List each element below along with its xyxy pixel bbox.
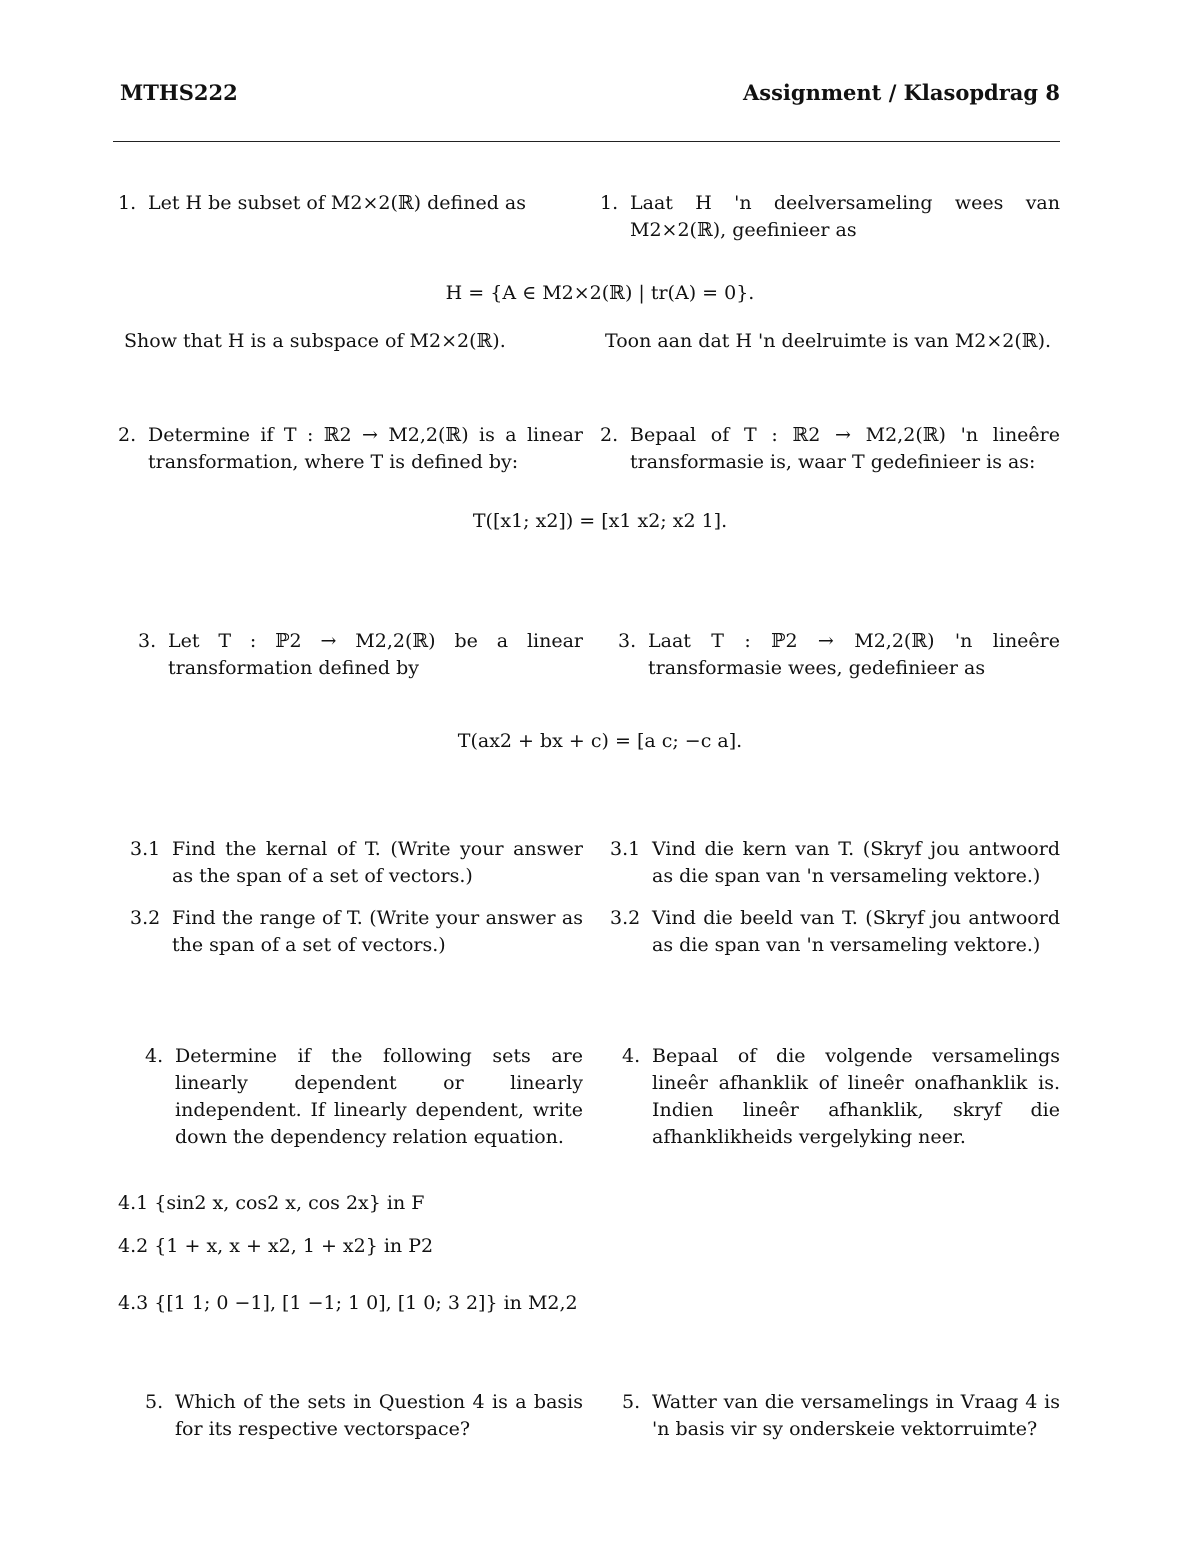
q5-af-text: Watter van die versamelings in Vraag 4 is 'n basis vir sy onderskeie vektorruimte?	[652, 1391, 1060, 1440]
q1-af-task: Toon aan dat H 'n deelruimte is van M2×2(ℝ).	[605, 330, 1052, 352]
q1-af-intro: Laat H 'n deelversameling wees van M2×2(ℝ), geefinieer as	[630, 192, 1060, 241]
q4-item-3	[118, 1290, 578, 1317]
q5-afrikaans	[622, 1389, 1060, 1443]
header-divider	[113, 141, 1060, 142]
q3-1-af: Vind die kern van T. (Skryf jou antwoord as die span van 'n versameling vektore.)	[652, 838, 1060, 887]
q1-equation: H = {A ∈ M2×2(ℝ) | tr(A) = 0}.	[445, 282, 755, 304]
q3-2-afrikaans	[610, 905, 1060, 959]
q4-2-set: {1 + x, x + x2, 1 + x2}	[154, 1235, 378, 1257]
q4-item-1	[118, 1190, 424, 1217]
q4-number: 4.	[145, 1045, 164, 1067]
q4-1-number: 4.1	[118, 1192, 149, 1214]
q4-afrikaans	[622, 1043, 1060, 1151]
q1-number-af: 1.	[600, 192, 619, 214]
q5-number: 5.	[145, 1391, 164, 1413]
q5-english	[145, 1389, 583, 1443]
q3-1-number-af: 3.1	[610, 838, 641, 860]
q3-number-af: 3.	[618, 630, 637, 652]
q1-afrikaans	[600, 190, 1060, 244]
q4-3-space: in M2,2	[503, 1292, 578, 1314]
q3-2-number-af: 3.2	[610, 907, 641, 929]
q2-equation: T([x1; x2]) = [x1 x2; x2 1].	[472, 510, 728, 532]
q2-afrikaans	[600, 422, 1060, 476]
q3-afrikaans	[618, 628, 1060, 682]
q5-en-text: Which of the sets in Question 4 is a basis for its respective vectorspace?	[175, 1391, 583, 1440]
q1-english	[118, 190, 583, 217]
q4-english	[145, 1043, 583, 1151]
q3-2-english	[130, 905, 583, 959]
q3-2-af: Vind die beeld van T. (Skryf jou antwoord as die span van 'n versameling vektore.)	[652, 907, 1060, 956]
q2-af-text: Bepaal of T : ℝ2 → M2,2(ℝ) 'n lineêre transformasie is, waar T gedefinieer is as:	[630, 424, 1060, 473]
q4-number-af: 4.	[622, 1045, 641, 1067]
q4-3-set: {[1 1; 0 −1], [1 −1; 1 0], [1 0; 3 2]}	[154, 1292, 498, 1314]
q4-en-text: Determine if the following sets are linearly dependent or linearly independent. If linearly dependent, write down the dependency relation equation.	[175, 1045, 583, 1148]
q1-number: 1.	[118, 192, 137, 214]
q3-en-text: Let T : ℙ2 → M2,2(ℝ) be a linear transformation defined by	[168, 630, 583, 679]
q3-2-number: 3.2	[130, 907, 161, 929]
q4-2-number: 4.2	[118, 1235, 149, 1257]
q1-en-task: Show that H is a subspace of M2×2(ℝ).	[124, 330, 506, 352]
q4-item-2	[118, 1233, 433, 1260]
q4-2-space: in P2	[383, 1235, 434, 1257]
q2-english	[118, 422, 583, 476]
q2-en-text: Determine if T : ℝ2 → M2,2(ℝ) is a linear transformation, where T is defined by:	[148, 424, 583, 473]
q4-1-space: in F	[386, 1192, 425, 1214]
q3-2-en: Find the range of T. (Write your answer as the span of a set of vectors.)	[172, 907, 583, 956]
q3-1-number: 3.1	[130, 838, 161, 860]
q4-3-number: 4.3	[118, 1292, 149, 1314]
q4-1-set: {sin2 x, cos2 x, cos 2x}	[154, 1192, 381, 1214]
q3-english	[138, 628, 583, 682]
q2-number-af: 2.	[600, 424, 619, 446]
q3-1-en: Find the kernal of T. (Write your answer as the span of a set of vectors.)	[172, 838, 583, 887]
assignment-title: Assignment / Klasopdrag 8	[742, 80, 1060, 105]
q3-1-afrikaans	[610, 836, 1060, 890]
q3-af-text: Laat T : ℙ2 → M2,2(ℝ) 'n lineêre transformasie wees, gedefinieer as	[648, 630, 1060, 679]
q4-af-text: Bepaal of die volgende versamelings lineêr afhanklik of lineêr onafhanklik is. Indien lineêr afhanklik, skryf die afhanklikheids vergelyking neer.	[652, 1045, 1060, 1148]
q2-number: 2.	[118, 424, 137, 446]
q1-en-intro: Let H be subset of M2×2(ℝ) defined as	[148, 192, 526, 214]
course-code: MTHS222	[120, 80, 238, 105]
q3-number: 3.	[138, 630, 157, 652]
q5-number-af: 5.	[622, 1391, 641, 1413]
q3-1-english	[130, 836, 583, 890]
q3-equation: T(ax2 + bx + c) = [a c; −c a].	[457, 730, 743, 752]
